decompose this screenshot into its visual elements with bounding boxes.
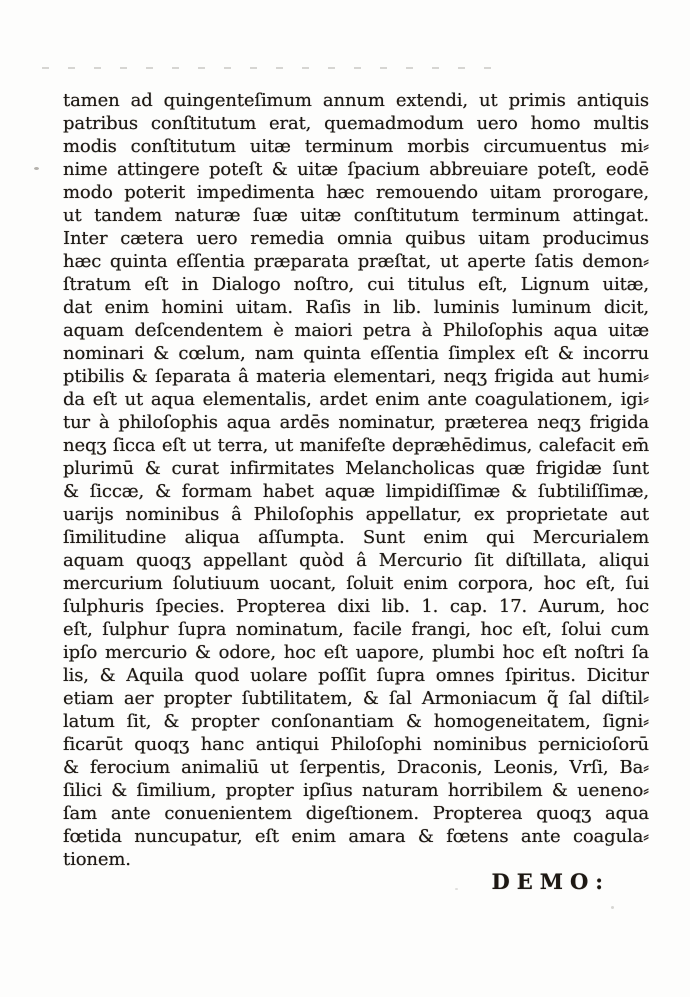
text-line: hæc quinta eſſentia præparata præſtat, ut aperte ſatis demon⸗ <box>63 251 649 272</box>
text-line: ptibilis & ſeparata â materia elementari, neqʒ frigida aut humi⸗ <box>63 366 649 387</box>
text-line: plurimū & curat infirmitates Melancholicas quæ frigidæ ſunt <box>63 458 649 479</box>
text-line: ut tandem naturæ ſuæ uitæ conſtitutum terminum attingat. <box>63 205 649 226</box>
text-line: ſam ante conuenientem digeſtionem. Propterea quoqʒ aqua <box>63 803 649 824</box>
text-line: nime attingere poteſt & uitæ ſpacium abbreuiare poteſt, eodē <box>63 159 649 180</box>
text-line: lis, & Aquila quod uolare poſſit ſupra omnes ſpiritus. Dicitur <box>63 665 649 686</box>
text-line: etiam aer propter ſubtilitatem, & ſal Armoniacum q̃ ſal diſtil⸗ <box>63 688 649 709</box>
text-line: eſt, ſulphur ſupra nominatum, facile frangi, hoc eſt, ſolui cum <box>63 619 649 640</box>
text-line: mercurium ſolutiuum uocant, ſoluit enim corpora, hoc eſt, ſui <box>63 573 649 594</box>
text-line: dat enim homini uitam. Raſis in lib. luminis luminum dicit, <box>63 297 649 318</box>
text-line: tamen ad quingenteſimum annum extendi, ut primis antiquis <box>63 90 649 111</box>
text-line: uarijs nominibus â Philoſophis appellatur, ex proprietate aut <box>63 504 649 525</box>
text-line: ſulphuris ſpecies. Propterea dixi lib. 1. cap. 17. Aurum, hoc <box>63 596 649 617</box>
text-line: ſtratum eſt in Dialogo noſtro, cui titulus eſt, Lignum uitæ, <box>63 274 649 295</box>
text-line: ſimilitudine aliqua aſſumpta. Sunt enim qui Mercurialem <box>63 527 649 548</box>
text-line: ipſo mercurio & odore, hoc eſt uapore, plumbi hoc eſt noſtri ſa <box>63 642 649 663</box>
catchword: DEMO: <box>491 869 610 894</box>
page-edge-artifact <box>42 67 510 69</box>
text-line: & ſiccæ, & formam habet aquæ limpidiſſimæ & ſubtiliſſimæ, <box>63 481 649 502</box>
text-line: fœtida nuncupatur, eſt enim amara & fœtens ante coagula⸗ <box>63 826 649 847</box>
text-line: latum ſit, & propter conſonantiam & homogeneitatem, ſigni⸗ <box>63 711 649 732</box>
text-line: nominari & cœlum, nam quinta eſſentia ſimplex eſt & incorru <box>63 343 649 364</box>
text-line: tionem. <box>63 849 131 870</box>
text-line: ſilici & ſimilium, propter ipſius naturam horribilem & ueneno⸗ <box>63 780 649 801</box>
text-line: neqʒ ſicca eſt ut terra, ut manifeſte depræhēdimus, calefacit em̄ <box>63 435 649 456</box>
text-line: patribus conſtitutum erat, quemadmodum uero homo multis <box>63 113 649 134</box>
ink-speck <box>611 906 614 909</box>
text-line: Inter cætera uero remedia omnia quibus uitam producimus <box>63 228 649 249</box>
text-line: aquam deſcendentem è maiori petra à Philoſophis aqua uitæ <box>63 320 649 341</box>
text-line: ficarūt quoqʒ hanc antiqui Philoſophi nominibus pernicioſorū <box>63 734 649 755</box>
text-line: modis conſtitutum uitæ terminum morbis circumuentus mi⸗ <box>63 136 649 157</box>
text-block <box>63 89 649 871</box>
text-line: modo poterit impedimenta hæc remouendo uitam prorogare, <box>63 182 649 203</box>
ink-speck <box>34 167 39 170</box>
text-line: da eſt ut aqua elementalis, ardet enim ante coagulationem, igi⸗ <box>63 389 649 410</box>
ink-speck <box>455 888 458 890</box>
text-line: & ferocium animaliū ut ſerpentis, Draconis, Leonis, Vrſi, Ba⸗ <box>63 757 649 778</box>
text-line: aquam quoqʒ appellant quòd â Mercurio ſit diſtillata, aliqui <box>63 550 649 571</box>
text-line: tur à philoſophis aqua ardēs nominatur, præterea neqʒ frigida <box>63 412 649 433</box>
